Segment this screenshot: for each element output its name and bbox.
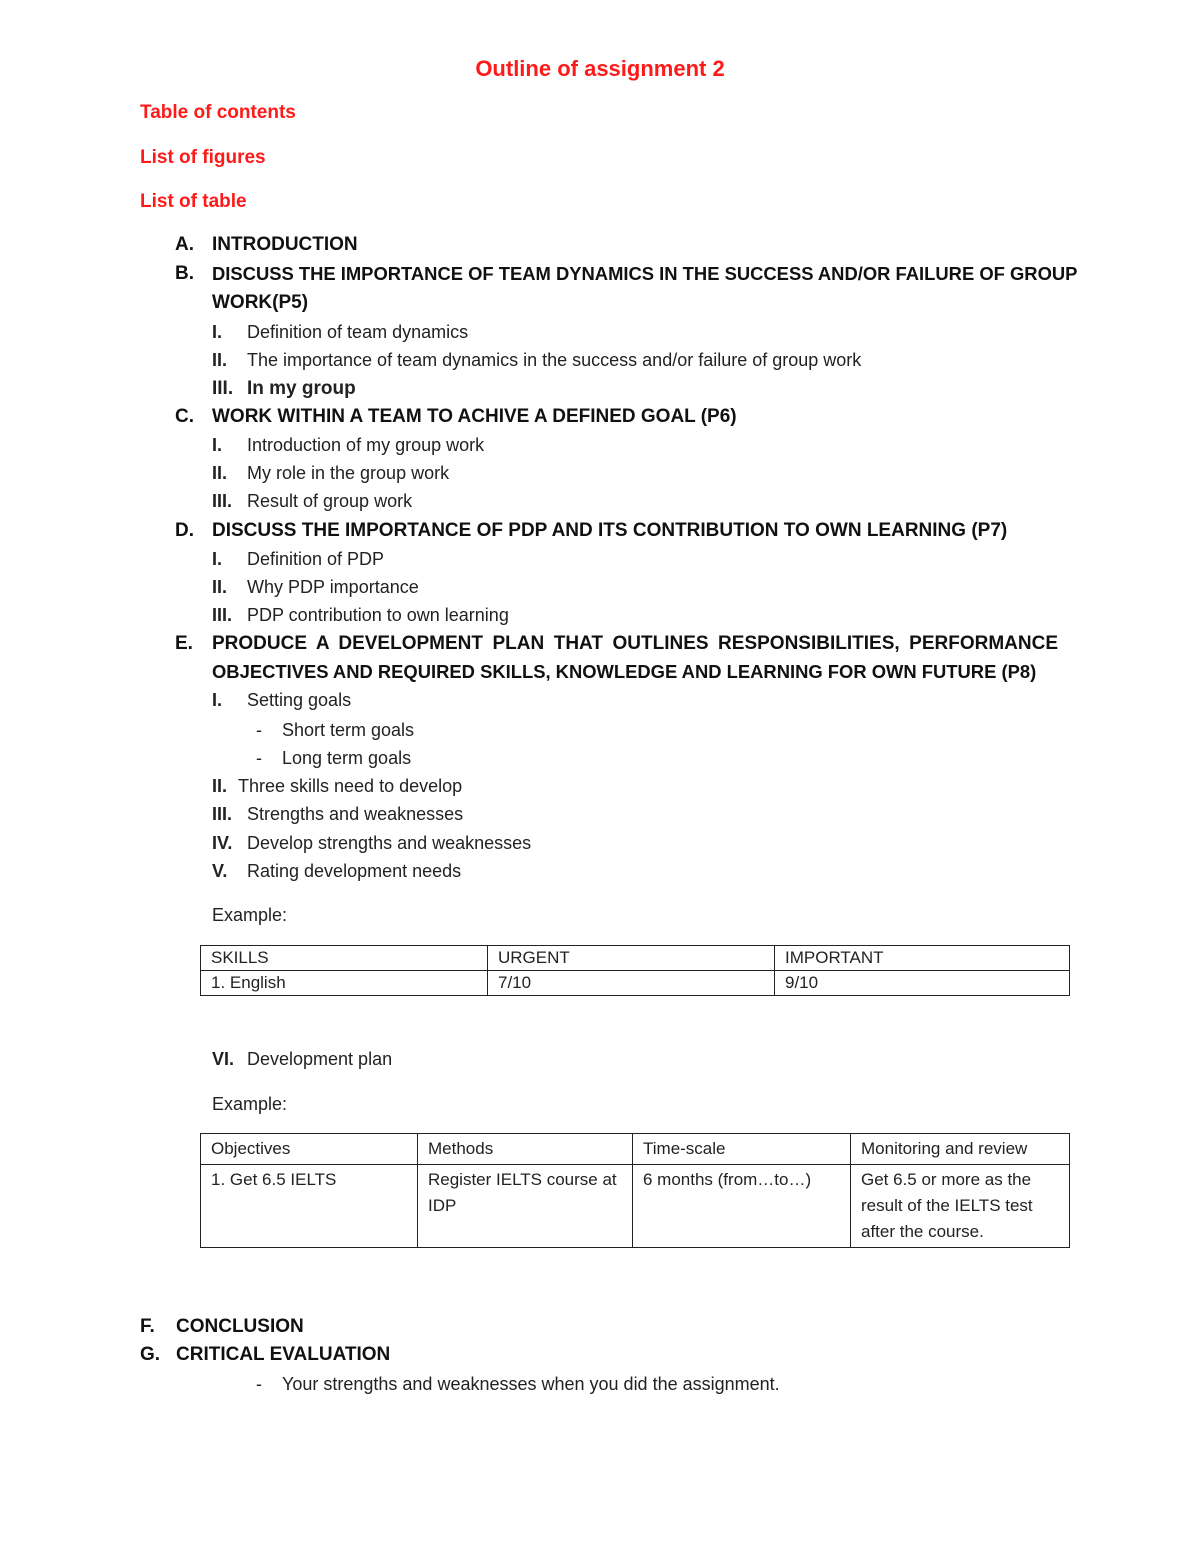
item-number: I.: [212, 435, 223, 455]
table-cell: 6 months (from…to…): [633, 1165, 851, 1248]
toc-entry-list-of-figures: List of figures: [140, 147, 266, 168]
section-b-item: Definition of team dynamics: [247, 322, 469, 342]
item-number: II.: [212, 776, 228, 796]
dash-bullet: -: [256, 720, 262, 740]
item-number: III.: [212, 605, 233, 625]
item-number: I.: [212, 322, 223, 342]
section-c-letter: C.: [175, 406, 194, 427]
table-header-cell: IMPORTANT: [775, 946, 1070, 971]
section-e-item: Development plan: [247, 1049, 393, 1069]
item-number: III.: [212, 804, 233, 824]
section-c-item: Result of group work: [247, 491, 413, 511]
section-b-heading-line2: WORK(P5): [212, 292, 309, 313]
table-header-row: [201, 946, 1070, 971]
section-d-item: PDP contribution to own learning: [247, 605, 509, 625]
section-c-item: My role in the group work: [247, 463, 450, 483]
table-header-cell: Methods: [418, 1134, 633, 1165]
section-e-subitem: Long term goals: [282, 748, 412, 768]
section-e-letter: E.: [175, 633, 193, 654]
section-g-letter: G.: [140, 1344, 161, 1365]
table-header-cell: Time-scale: [633, 1134, 851, 1165]
section-a-letter: A.: [175, 234, 194, 255]
development-plan-table: [200, 1133, 1070, 1248]
dash-bullet: -: [256, 1374, 262, 1394]
item-number: IV.: [212, 833, 233, 853]
example-label: Example:: [212, 1094, 288, 1114]
section-g-heading: CRITICAL EVALUATION: [176, 1344, 391, 1365]
item-number: III.: [212, 378, 234, 399]
table-row: [201, 971, 1070, 996]
section-b-heading-line1: DISCUSS THE IMPORTANCE OF TEAM DYNAMICS IN THE SUCCESS AND/OR FAILURE OF GROUP: [212, 263, 1078, 284]
section-e-heading-line1: PRODUCE A DEVELOPMENT PLAN THAT OUTLINES RESPONSIBILITIES, PERFORMANCE: [212, 633, 1058, 654]
section-e-subitem: Short term goals: [282, 720, 415, 740]
section-e-item: Strengths and weaknesses: [247, 804, 464, 824]
section-d-letter: D.: [175, 520, 194, 541]
item-number: III.: [212, 491, 233, 511]
dash-bullet: -: [256, 748, 262, 768]
table-cell: Get 6.5 or more as the result of the IELTS test after the course.: [851, 1165, 1070, 1248]
toc-entry-table-of-contents: Table of contents: [140, 102, 296, 123]
item-number: II.: [212, 463, 228, 483]
table-header-cell: Monitoring and review: [851, 1134, 1070, 1165]
toc-entry-list-of-table: List of table: [140, 191, 247, 212]
example-label: Example:: [212, 905, 288, 925]
item-number: I.: [212, 690, 223, 710]
item-number: V.: [212, 861, 228, 881]
table-header-row: [201, 1134, 1070, 1165]
section-b-item: The importance of team dynamics in the success and/or failure of group work: [247, 350, 862, 370]
table-cell: 1. English: [201, 971, 488, 996]
section-c-item: Introduction of my group work: [247, 435, 485, 455]
section-e-item: Develop strengths and weaknesses: [247, 833, 532, 853]
section-e-heading-line2: OBJECTIVES AND REQUIRED SKILLS, KNOWLEDGE AND LEARNING FOR OWN FUTURE (P8): [212, 661, 1037, 682]
section-e-item: Setting goals: [247, 690, 352, 710]
table-cell: 1. Get 6.5 IELTS: [201, 1165, 418, 1248]
table-header-cell: URGENT: [488, 946, 775, 971]
table-cell: 7/10: [488, 971, 775, 996]
section-b-item: In my group: [247, 378, 356, 399]
item-number: I.: [212, 549, 223, 569]
table-cell: 9/10: [775, 971, 1070, 996]
table-header-cell: SKILLS: [201, 946, 488, 971]
page-title: Outline of assignment 2: [475, 56, 725, 81]
section-d-item: Why PDP importance: [247, 577, 419, 597]
item-number: VI.: [212, 1049, 235, 1069]
section-e-item: Rating development needs: [247, 861, 462, 881]
item-number: II.: [212, 577, 228, 597]
section-c-heading: WORK WITHIN A TEAM TO ACHIVE A DEFINED GOAL (P6): [212, 406, 737, 427]
section-b-letter: B.: [175, 263, 194, 284]
section-d-item: Definition of PDP: [247, 549, 385, 569]
section-a-heading: INTRODUCTION: [212, 234, 358, 255]
table-header-cell: Objectives: [201, 1134, 418, 1165]
section-d-heading: DISCUSS THE IMPORTANCE OF PDP AND ITS CONTRIBUTION TO OWN LEARNING (P7): [212, 520, 1008, 541]
section-f-letter: F.: [140, 1316, 155, 1337]
item-number: II.: [212, 350, 228, 370]
skills-rating-table: [200, 945, 1070, 996]
table-cell: Register IELTS course at IDP: [418, 1165, 633, 1248]
section-f-heading: CONCLUSION: [176, 1316, 304, 1337]
section-g-bullet-text: Your strengths and weaknesses when you did the assignment.: [282, 1374, 780, 1394]
table-row: [201, 1165, 1070, 1248]
section-e-item: Three skills need to develop: [238, 776, 463, 796]
